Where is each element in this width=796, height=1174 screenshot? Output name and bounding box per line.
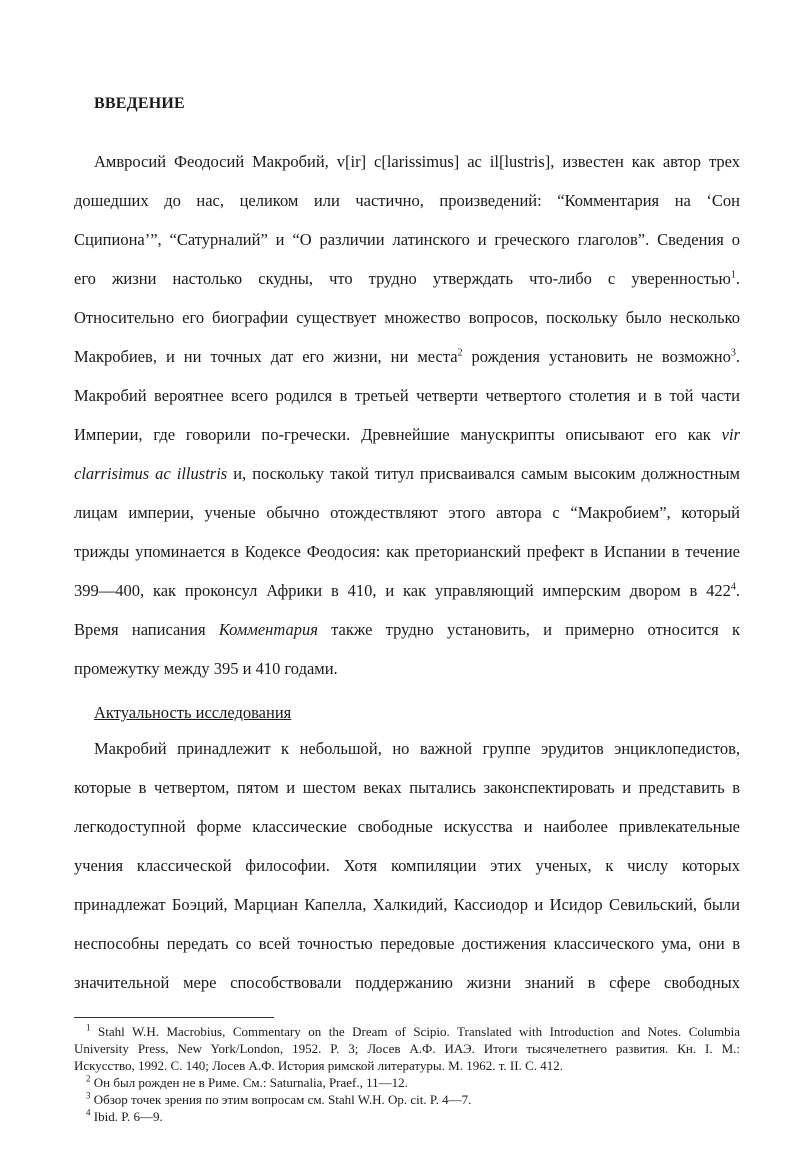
footnote-ref[interactable]: 3 bbox=[730, 347, 736, 359]
paragraph-line: значительной мере способствовали поддержанию жизни знаний в сфере свободных bbox=[74, 973, 740, 992]
footnote-number: 1 bbox=[86, 1022, 91, 1033]
footnote-number: 4 bbox=[86, 1107, 91, 1118]
footnote-2 bbox=[86, 1075, 740, 1091]
paragraph-line: лицам империи, ученые обычно отождествляют этого автора с “Макробием”, который bbox=[74, 503, 740, 522]
footnote-4 bbox=[86, 1109, 740, 1125]
paragraph-line bbox=[74, 425, 740, 445]
work-title: Комментария bbox=[218, 620, 318, 639]
footnote-1 bbox=[86, 1024, 740, 1040]
footnote-ref[interactable]: 1 bbox=[730, 269, 736, 281]
footnote-line: Искусство, 1992. С. 140; Лосев А.Ф. История римской литературы. М. 1962. т. II. С. 412. bbox=[74, 1058, 563, 1073]
line-text: Империи, где говорили по-гречески. Древнейшие манускрипты описывают его как bbox=[74, 425, 722, 444]
paragraph-line: дошедших до нас, целиком или частично, произведений: “Комментария на ‘Сон bbox=[74, 191, 740, 210]
paragraph-line: Сципиона’”, “Сатурналий” и “О различии латинского и греческого глаголов”. Сведения о bbox=[74, 230, 740, 249]
paragraph-line bbox=[74, 347, 740, 367]
footnote-number: 3 bbox=[86, 1090, 91, 1101]
paragraph-line: Амвросий Феодосий Макробий, v[ir] c[larissimus] ac il[lustris], известен как автор трех bbox=[94, 152, 740, 171]
footnote-ref[interactable]: 2 bbox=[457, 347, 463, 359]
footnote-text: Обзор точек зрения по этим вопросам см. Stahl W.H. Op. cit. P. 4—7. bbox=[90, 1092, 472, 1107]
paragraph-line: принадлежат Боэций, Марциан Капелла, Халкидий, Кассиодор и Исидор Севильский, были bbox=[74, 895, 740, 914]
line-text: 399—400, как проконсул Африки в 410, и как управляющий имперским двором в 422 bbox=[74, 581, 731, 600]
footnote-text: Stahl W.H. Macrobius, Commentary on the Dream of Scipio. Translated with Introduction and Notes. Columbia bbox=[90, 1024, 740, 1039]
paragraph-line bbox=[74, 620, 740, 640]
footnote-ref[interactable]: 4 bbox=[730, 581, 736, 593]
line-text: также трудно установить, и примерно относится к bbox=[317, 620, 741, 639]
paragraph-line: учения классической философии. Хотя компиляции этих ученых, к числу которых bbox=[74, 856, 740, 875]
paragraph-line bbox=[74, 269, 740, 289]
page-title: ВВЕДЕНИЕ bbox=[94, 95, 185, 112]
latin-phrase: clarrisimus ac illustris bbox=[74, 464, 228, 483]
paragraph-line: которые в четвертом, пятом и шестом веках пытались законспектировать и представить в bbox=[74, 778, 740, 797]
line-text: рождения установить не возможно bbox=[462, 347, 731, 366]
paragraph-line bbox=[74, 581, 740, 601]
paragraph-line: промежутку между 395 и 410 годами. bbox=[74, 659, 338, 678]
paragraph-line: Макробий вероятнее всего родился в третьей четверти четвертого столетия и в той части bbox=[74, 386, 740, 405]
footnote-3 bbox=[86, 1092, 740, 1108]
paragraph-line: Макробий принадлежит к небольшой, но важной группе эрудитов энциклопедистов, bbox=[94, 739, 740, 758]
paragraph-line bbox=[74, 464, 740, 484]
latin-phrase: vir bbox=[721, 425, 740, 444]
footnote-text: Ibid. P. 6—9. bbox=[90, 1109, 163, 1124]
line-text: . bbox=[735, 581, 740, 600]
line-text: Время написания bbox=[74, 620, 219, 639]
paragraph-line: неспособны передать со всей точностью передовые достижения классического ума, они в bbox=[74, 934, 740, 953]
footnote-text: Он был рожден не в Риме. См.: Saturnalia, Praef., 11—12. bbox=[90, 1075, 408, 1090]
line-text: и, поскольку такой титул присваивался самым высоким должностным bbox=[227, 464, 741, 483]
footnote-separator bbox=[74, 1017, 274, 1018]
line-text: . bbox=[735, 347, 740, 366]
line-text: Макробиев, и ни точных дат его жизни, ни места bbox=[74, 347, 458, 366]
footnote-line: University Press, New York/London, 1952. P. 3; Лосев А.Ф. ИАЭ. Итоги тысячелетнего развития. Кн. I. М.: bbox=[74, 1041, 740, 1056]
paragraph-line: легкодоступной форме классические свободные искусства и наиболее привлекательные bbox=[74, 817, 740, 836]
paragraph-line: Относительно его биографии существует множество вопросов, поскольку было несколько bbox=[74, 308, 740, 327]
footnote-number: 2 bbox=[86, 1073, 91, 1084]
line-text: . bbox=[735, 269, 740, 288]
line-text: его жизни настолько скудны, что трудно утверждать что-либо с уверенностью bbox=[74, 269, 731, 288]
paragraph-line: трижды упоминается в Кодексе Феодосия: как преторианский префект в Испании в течение bbox=[74, 542, 740, 561]
section-heading: Актуальность исследования bbox=[94, 703, 292, 722]
